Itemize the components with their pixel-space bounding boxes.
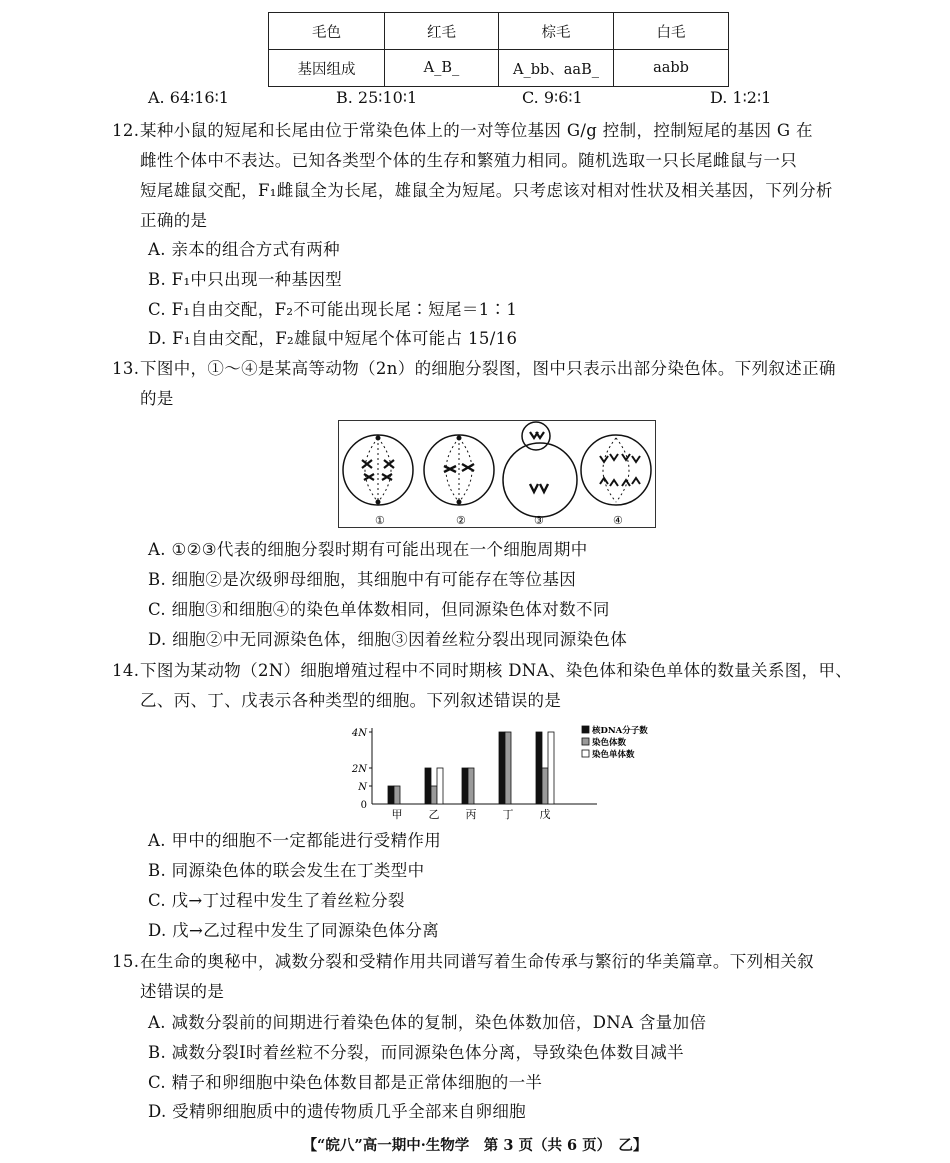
q12-stem-line-4: 正确的是 (140, 211, 208, 230)
q15-stem-line-2: 述错误的是 (140, 982, 225, 1001)
y-tick-label: 4N (351, 728, 367, 739)
bar (468, 768, 474, 804)
legend-swatch (582, 738, 589, 745)
bar (548, 732, 554, 804)
table-cell: 红毛 (385, 13, 499, 50)
q11-option-c: C. 9∶6∶1 (522, 88, 583, 107)
figure-label-4: ④ (613, 514, 623, 527)
question-number: 13. (112, 359, 140, 378)
y-tick-label: 0 (360, 800, 367, 811)
table-cell: 毛色 (269, 13, 385, 50)
q14-stem-line-1 (112, 657, 852, 681)
legend-label: 染色体数 (592, 738, 627, 748)
stem-text: 在生命的奥秘中，减数分裂和受精作用共同谱写着生命传承与繁衍的华美篇章。下列相关叙 (140, 952, 814, 971)
q12-option-c: C. F₁自由交配，F₂不可能出现长尾∶短尾＝1∶1 (148, 300, 518, 319)
table-cell: A_B_ (385, 50, 499, 87)
figure-label-3: ③ (534, 514, 544, 527)
q13-option-b: B. 细胞②是次级卵母细胞，其细胞中有可能存在等位基因 (148, 570, 577, 589)
table-header-row (269, 13, 729, 50)
bar (542, 768, 548, 804)
cell-1-illustration (343, 435, 413, 505)
q14-stem-line-2: 乙、丙、丁、戊表示各种类型的细胞。下列叙述错误的是 (140, 691, 562, 710)
table-cell: aabb (614, 50, 729, 87)
q14-option-a: A. 甲中的细胞不一定都能进行受精作用 (148, 831, 442, 850)
x-tick-label: 戊 (539, 808, 551, 820)
stem-text: 某种小鼠的短尾和长尾由位于常染色体上的一对等位基因 G/g 控制，控制短尾的基因 G 在 (140, 121, 813, 140)
table-cell: 基因组成 (269, 50, 385, 87)
x-tick-label: 丙 (465, 808, 477, 820)
table-row (269, 50, 729, 87)
cell-2-illustration (424, 435, 494, 505)
bar (394, 786, 400, 804)
x-tick-label: 乙 (428, 808, 440, 820)
q15-stem-line-1 (112, 948, 814, 972)
bar (462, 768, 468, 804)
q12-option-d: D. F₁自由交配，F₂雄鼠中短尾个体可能占 15/16 (148, 329, 518, 348)
legend-swatch (582, 726, 589, 733)
q12-option-a: A. 亲本的组合方式有两种 (148, 240, 340, 259)
q13-option-a: A. ①②③代表的细胞分裂时期有可能出现在一个细胞周期中 (148, 540, 588, 559)
q12-stem-line-3: 短尾雄鼠交配，F₁雌鼠全为长尾，雄鼠全为短尾。只考虑该对相对性状及相关基因，下列分析 (140, 181, 833, 200)
q15-option-a: A. 减数分裂前的间期进行着染色体的复制，染色体数加倍，DNA 含量加倍 (148, 1013, 707, 1032)
cell-4-illustration (581, 435, 651, 505)
question-number: 14. (112, 661, 140, 680)
bar (431, 786, 437, 804)
cell-division-figure (338, 420, 656, 528)
q15-option-d: D. 受精卵细胞质中的遗传物质几乎全部来自卵细胞 (148, 1102, 527, 1121)
legend-label: 染色单体数 (592, 750, 635, 760)
table-cell: 白毛 (614, 13, 729, 50)
chromosome-count-bar-chart (350, 720, 670, 820)
q15-option-b: B. 减数分裂Ⅰ时着丝粒不分裂，而同源染色体分离，导致染色体数目减半 (148, 1043, 685, 1062)
y-tick-label: N (358, 782, 367, 793)
table-cell: A_bb、aaB_ (499, 50, 614, 87)
q13-option-c: C. 细胞③和细胞④的染色单体数相同，但同源染色体对数不同 (148, 600, 610, 619)
y-tick-label: 2N (351, 764, 367, 775)
q13-option-d: D. 细胞②中无同源染色体，细胞③因着丝粒分裂出现同源染色体 (148, 630, 628, 649)
coat-color-table (268, 12, 729, 87)
q11-option-b: B. 25∶10∶1 (336, 88, 418, 107)
q11-option-d: D. 1∶2∶1 (710, 88, 772, 107)
stem-text: 下图中，①～④是某高等动物（2n）的细胞分裂图，图中只表示出部分染色体。下列叙述正确 (140, 359, 836, 378)
q11-option-a: A. 64∶16∶1 (148, 88, 229, 107)
table-cell: 棕毛 (499, 13, 614, 50)
q15-option-c: C. 精子和卵细胞中染色体数目都是正常体细胞的一半 (148, 1073, 543, 1092)
legend-label: 核DNA分子数 (592, 726, 648, 736)
bar (536, 732, 542, 804)
figure-label-1: ① (375, 514, 385, 527)
question-number: 12. (112, 121, 140, 140)
bar (499, 732, 505, 804)
q12-stem-line-2: 雌性个体中不表达。已知各类型个体的生存和繁殖力相同。随机选取一只长尾雌鼠与一只 (140, 151, 798, 170)
bar (437, 768, 443, 804)
cell-3-illustration (503, 422, 577, 517)
bar (425, 768, 431, 804)
x-tick-label: 丁 (502, 808, 514, 820)
x-tick-label: 甲 (391, 808, 403, 820)
question-number: 15. (112, 952, 140, 971)
bar (388, 786, 394, 804)
bar (505, 732, 511, 804)
q13-stem-line-2: 的是 (140, 389, 174, 408)
q14-option-c: C. 戊→丁过程中发生了着丝粒分裂 (148, 891, 405, 910)
q14-option-b: B. 同源染色体的联会发生在丁类型中 (148, 861, 425, 880)
q12-stem-line-1 (112, 117, 813, 141)
q12-option-b: B. F₁中只出现一种基因型 (148, 270, 343, 289)
q14-option-d: D. 戊→乙过程中发生了同源染色体分离 (148, 921, 440, 940)
q13-stem-line-1 (112, 355, 836, 379)
figure-label-2: ② (456, 514, 466, 527)
stem-text: 下图为某动物（2N）细胞增殖过程中不同时期核 DNA、染色体和染色单体的数量关系图，甲、 (140, 661, 853, 680)
page-footer: 【“皖八”高一期中·生物学 第 3 页（共 6 页） 乙】 (302, 1137, 648, 1154)
legend-swatch (582, 750, 589, 757)
